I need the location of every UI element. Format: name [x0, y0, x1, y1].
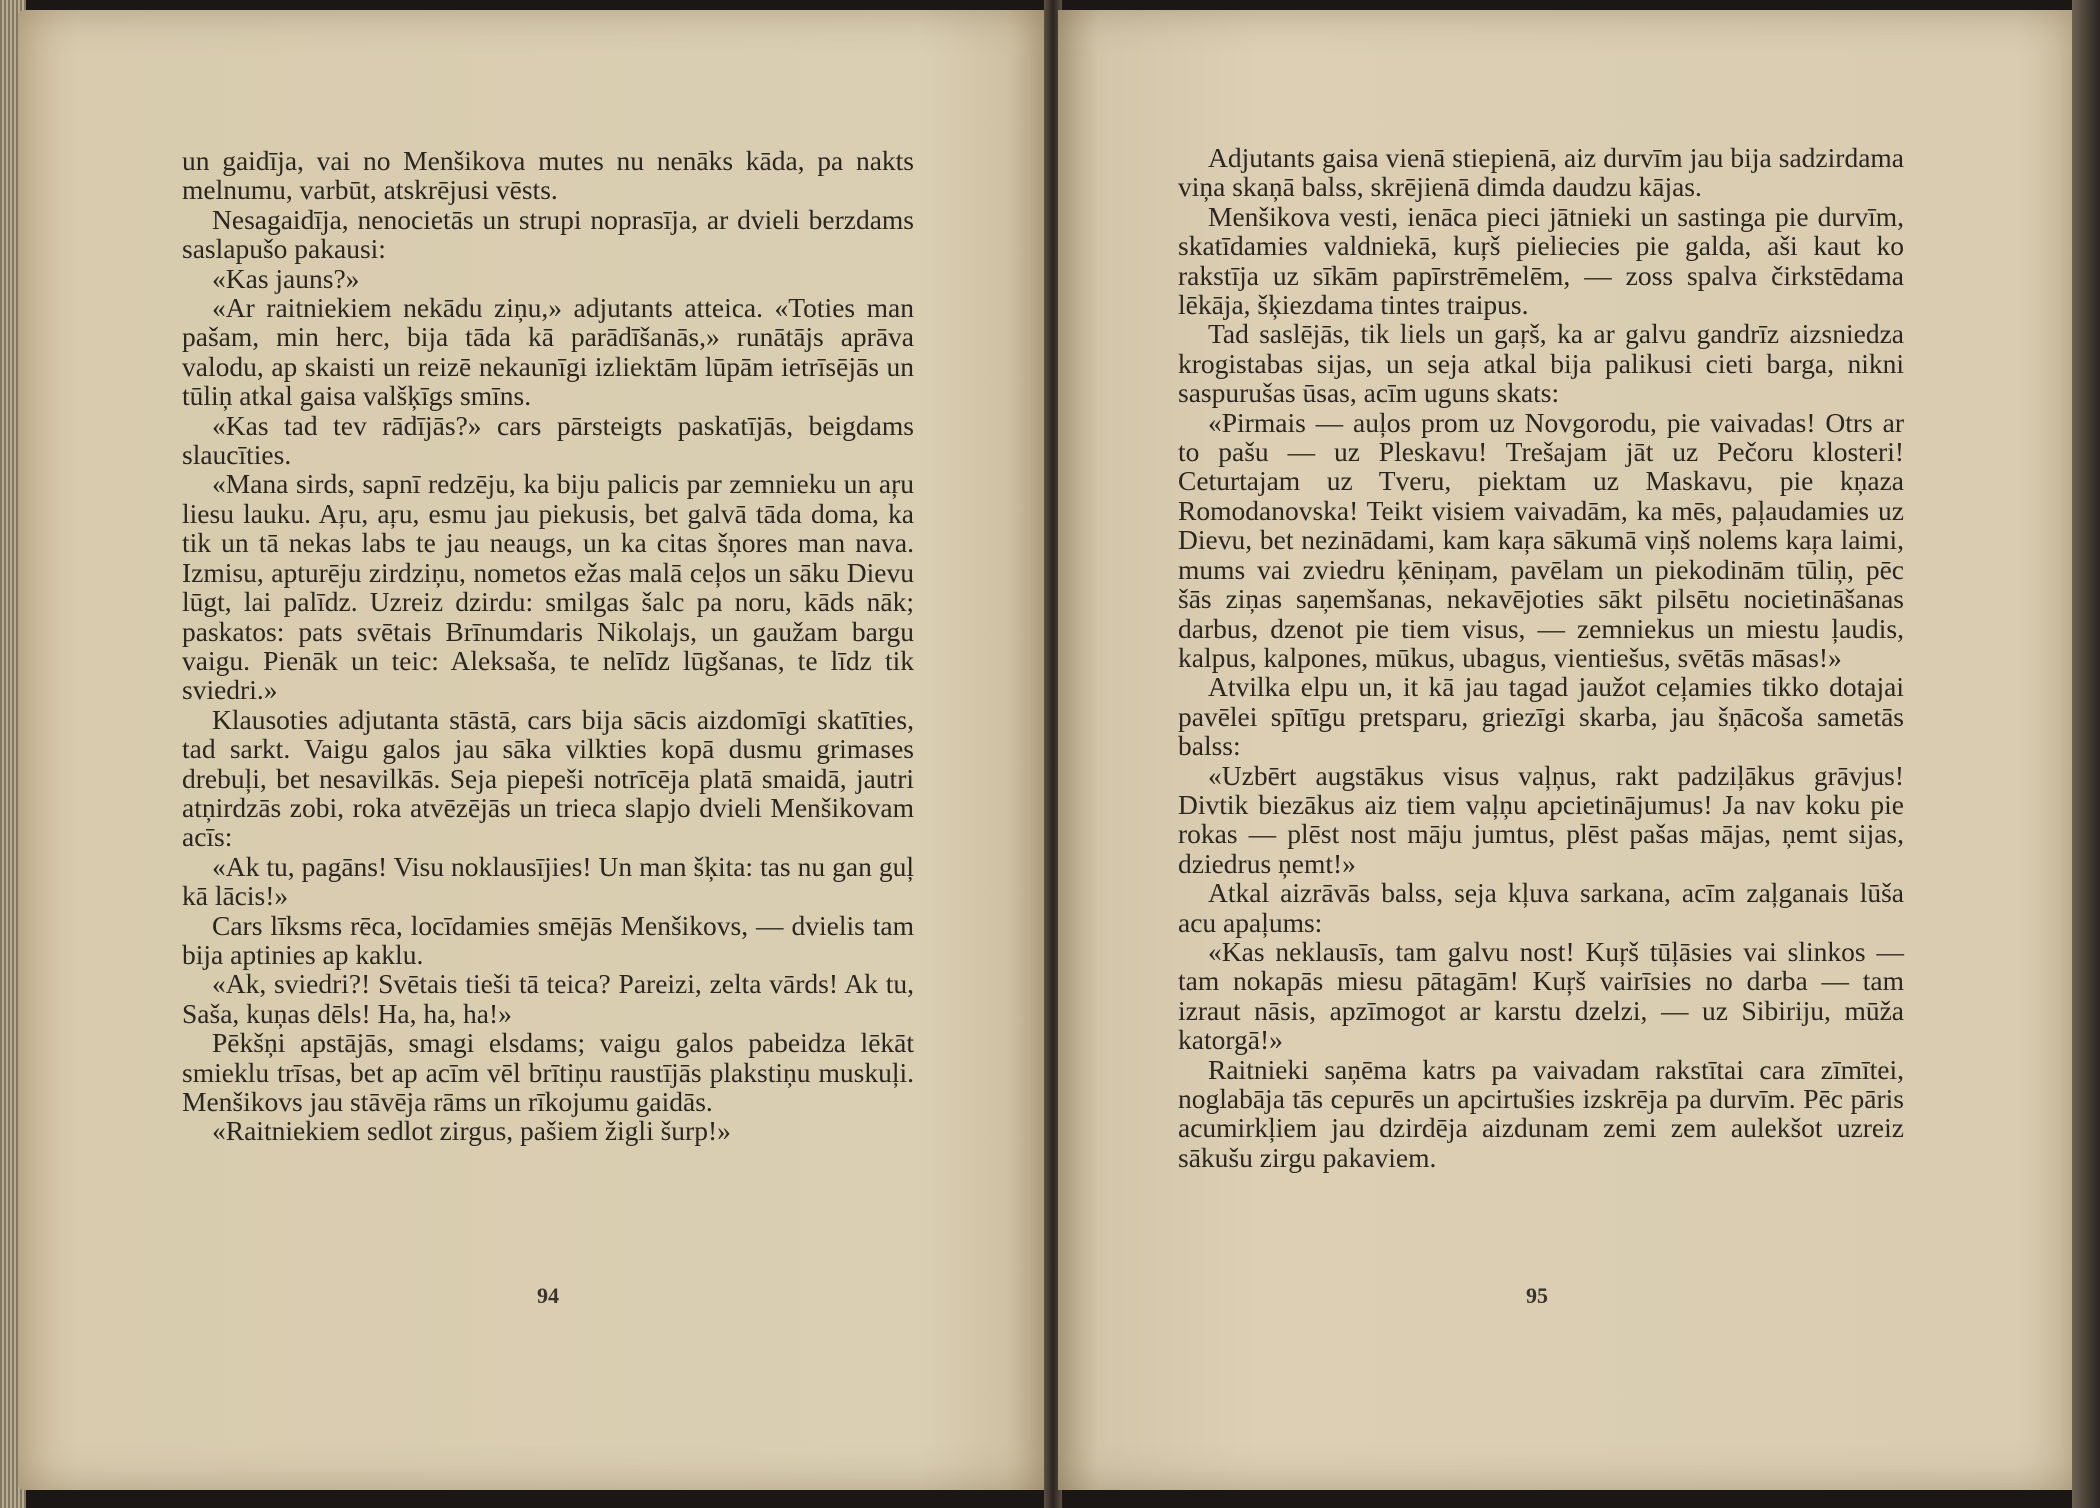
left-page-text: [182, 146, 914, 1146]
paragraph: Cars līksms rēca, locīdamies smējās Menšikovs, — dvielis tam bija aptinies ap kaklu.: [182, 909, 914, 970]
paragraph: Tad saslējās, tik liels un gaŗš, ka ar galvu gandrīz aizsniedza krogistabas sijas, un seja atkal bija palikusi cieti barga, nikni saspurušas ūsas, acīm uguns skats:: [1178, 318, 1904, 409]
paragraph: Klausoties adjutanta stāstā, cars bija sācis aizdomīgi skatīties, tad sarkt. Vaigu galos jau sāka vilkties kopā dusmu grimases drebuļi, bet nesavilkās. Seja piepeši notrīcēja platā smaidā, jautri atņirdzās zobi, roka atvēzējās un trieca slapjo dvieli Menšikovam acīs:: [182, 703, 914, 853]
paragraph: Menšikova vesti, ienāca pieci jātnieki un sastinga pie durvīm, skatīdamies valdniekā, kuŗš pieliecies pie galda, aši kaut ko rakstīja uz sīkām papīrstrēmelēm, — zoss spalva čirkstēdama lēkāja, šķiezdama tintes traipus.: [1178, 200, 1904, 321]
paragraph: «Ak, sviedri?! Svētais tieši tā teica? Pareizi, zelta vārds! Ak tu, Saša, kuņas dēls! Ha, ha, ha!»: [182, 968, 914, 1029]
paragraph: «Ak tu, pagāns! Visu noklausījies! Un man šķita: tas nu gan guļ kā lācis!»: [182, 850, 914, 912]
paragraph: «Pirmais — auļos prom uz Novgorodu, pie vaivadas! Otrs ar to pašu — uz Pleskavu! Trešajam jāt uz Pečoru klosteri! Ceturtajam uz Tveru, piektam uz Maskavu, pie kņaza Romodanovska! Teikt visiem vaivadām, ka mēs, paļaudamies uz Dievu, bet nezinādami, kam kaŗa sākumā viņš nolems kaŗa laimi, mums vai zviedru ķēniņam, pavēlam un piekodinām tūliņ, pēc šās ziņas saņemšanas, nekavējoties sākt pilsētu nocietināšanas darbus, dzenot pie tiem visus, — zemniekus un miestu ļaudis, kalpus, kalpones, mūkus, ubagus, vientiešus, svētās māsas!»: [1178, 406, 1904, 673]
paragraph: «Ar raitniekiem nekādu ziņu,» adjutants atteica. «Toties man pašam, min herc, bija tāda kā parādīšanās,» runātājs aprāva valodu, ap skaisti un reizē nekaunīgi izliektām lūpām ietrīsējās un tūliņ atkal gaisa valšķīgs smīns.: [182, 292, 914, 412]
paragraph: Pēkšņi apstājās, smagi elsdams; vaigu galos pabeidza lēkāt smieklu trīsas, bet ap acīm vēl brītiņu raustījās plakstiņu muskuļi. Menšikovs jau stāvēja rāms un rīkojumu gaidās.: [182, 1027, 914, 1117]
paragraph: «Kas jauns?»: [212, 262, 360, 294]
paragraph: Nesagaidīja, nenocietās un strupi noprasīja, ar dvieli berzdams saslapušo pakausi:: [182, 203, 914, 265]
right-page-text: [1178, 143, 1904, 1172]
paragraph: Raitnieki saņēma katrs pa vaivadam rakstītai cara zīmītei, noglabāja tās cepurēs un apcirtušies izskrēja pa durvīm. Pēc pāris acumirkļiem jau dzirdēja aizdunam zemi zem aulekšot uzreiz sākušu zirgu pakaviem.: [1178, 1053, 1904, 1173]
book-cover-edge-right: [2072, 0, 2100, 1508]
paragraph: «Uzbērt augstākus visus vaļņus, rakt padziļākus grāvjus! Divtik biezākus aiz tiem vaļņu apcietinājumus! Ja nav koku pie rokas — plēst nost māju jumtus, plēst pašas mājas, ņemt sijas, dziedrus ņemt!»: [1178, 759, 1904, 879]
paragraph: un gaidīja, vai no Menšikova mutes nu nenāks kāda, pa nakts melnumu, varbūt, atskrējusi vēsts.: [182, 145, 914, 206]
paragraph: «Raitniekiem sedlot zirgus, pašiem žigli šurp!»: [212, 1115, 731, 1147]
paragraph: Adjutants gaisa vienā stiepienā, aiz durvīm jau bija sadzirdama viņa skaņā balss, skrējienā dimda daudzu kājas.: [1178, 142, 1904, 203]
paragraph: Atvilka elpu un, it kā jau tagad jaužot ceļamies tikko dotajai pavēlei spītīgu pretsparu, griezīgi skarba, jau šņācoša sametās balss:: [1178, 671, 1904, 762]
paragraph: «Kas tad tev rādījās?» cars pārsteigts paskatījās, beigdams slaucīties.: [182, 409, 914, 471]
paragraph: «Kas neklausīs, tam galvu nost! Kuŗš tūļāsies vai slinkos — tam nokapās miesu pātagām! Kuŗš vairīsies no darba — tam izraut nāsis, apzīmogot ar karstu dzelzi, — uz Sibiriju, mūža katorgā!»: [1178, 935, 1904, 1056]
page-number-right: 95: [1526, 1283, 1548, 1308]
paragraph: «Mana sirds, sapnī redzēju, ka biju palicis par zemnieku un aŗu liesu lauku. Aŗu, aŗu, esmu jau piekusis, bet galvā tāda doma, ka tik un tā nekas labs te jau neaugs, un ka citas šņores man nava. Izmisu, apturēju zirdziņu, nometos ežas malā ceļos un sāku Dievu lūgt, lai palīdz. Uzreiz dzirdu: smilgas šalc pa noru, kāds nāk; paskatos: pats svētais Brīnumdaris Nikolajs, un gaužam bargu vaigu. Pienāk un teic: Aleksaša, te nelīdz lūgšanas, te līdz tik sviedri.»: [182, 468, 914, 706]
page-number-left: 94: [537, 1283, 559, 1308]
paragraph: Atkal aizrāvās balss, seja kļuva sarkana, acīm zaļganais lūša acu apaļums:: [1178, 877, 1904, 938]
